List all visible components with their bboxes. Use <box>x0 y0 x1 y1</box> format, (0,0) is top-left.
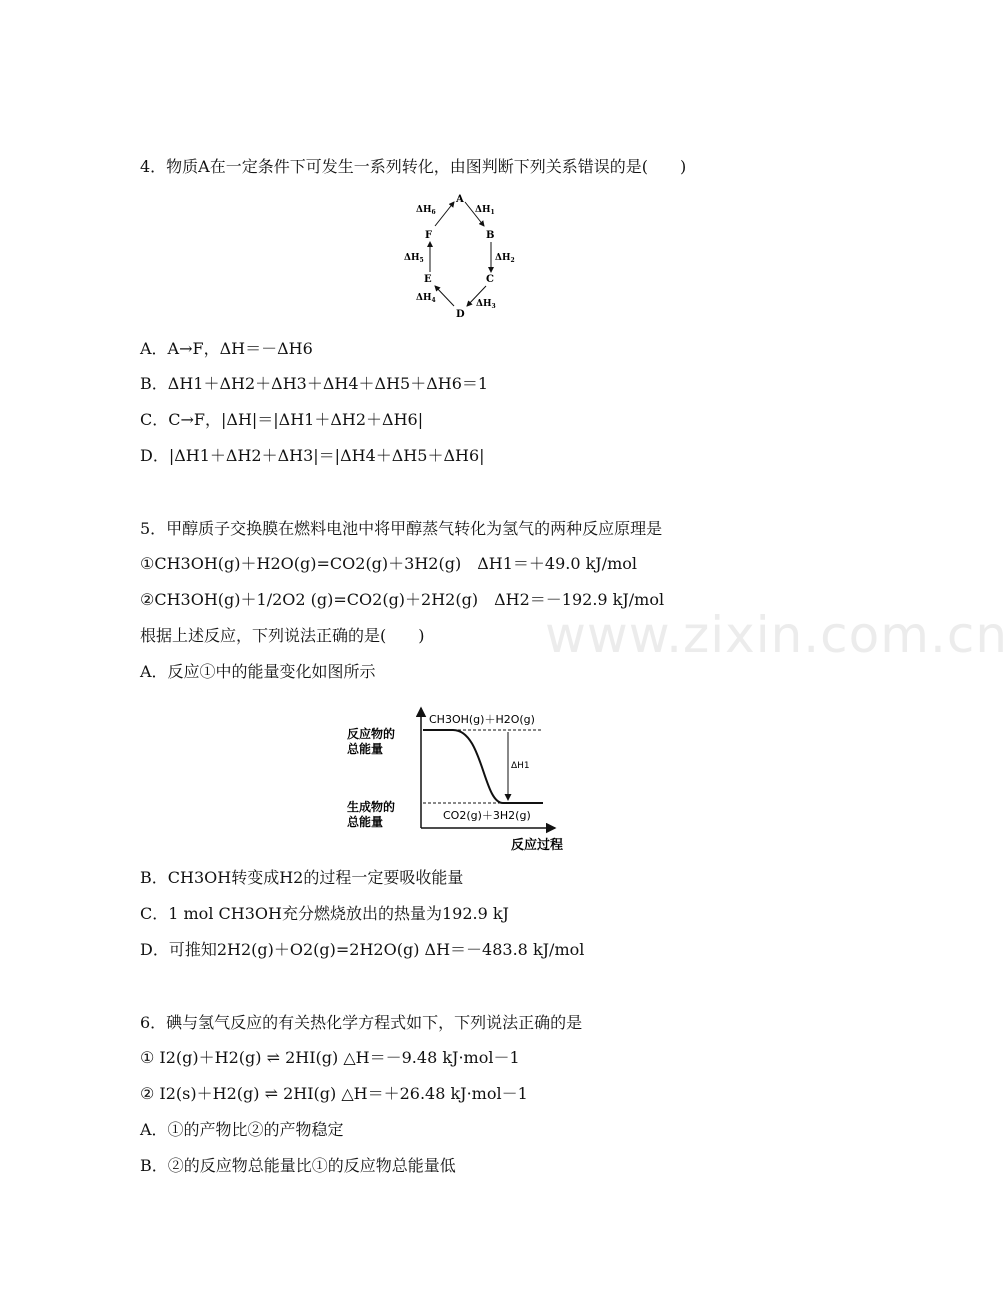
energy-dh-label: ΔH1 <box>511 761 530 771</box>
q5-option-d: D．可推知2H2(g)＋O2(g)=2H2O(g) ΔH＝－483.8 kJ/mol <box>140 940 585 959</box>
energy-diagram <box>343 700 583 856</box>
y-top-label: 反应物的总能量 <box>347 727 396 756</box>
edge-dh4: $\Delta H_4$ <box>416 293 436 304</box>
reaction-cycle-diagram <box>400 190 530 320</box>
node-C: C <box>486 274 494 285</box>
q4-option-b: B．ΔH1＋ΔH2＋ΔH3＋ΔH4＋ΔH5＋ΔH6＝1 <box>140 374 489 393</box>
q4-option-c: C．C→F，|ΔH|＝|ΔH1＋ΔH2＋ΔH6| <box>140 410 424 429</box>
q5-reaction-1: ①CH3OH(g)＋H2O(g)=CO2(g)＋3H2(g) ΔH1＝＋49.0 kJ/mol <box>140 554 638 573</box>
node-D: D <box>456 309 465 320</box>
edge-dh6: $\Delta H_6$ <box>416 205 436 216</box>
q6-option-b: B．②的反应物总能量比①的反应物总能量低 <box>140 1156 456 1175</box>
edge-dh1: $\Delta H_1$ <box>475 205 495 216</box>
edge-dh5: $\Delta H_5$ <box>404 253 424 264</box>
question-4-stem: 4．物质A在一定条件下可发生一系列转化，由图判断下列关系错误的是( ) <box>140 157 687 176</box>
question-6-stem: 6．碘与氢气反应的有关热化学方程式如下，下列说法正确的是 <box>140 1013 583 1032</box>
q5-question: 根据上述反应，下列说法正确的是( ) <box>140 626 425 645</box>
q6-reaction-2: ② I2(s)＋H2(g) ⇌ 2HI(g) △H＝＋26.48 kJ·mol－1 <box>140 1084 528 1103</box>
x-axis-label: 反应过程 <box>511 838 564 853</box>
node-B: B <box>486 230 495 241</box>
edge-dh3: $\Delta H_3$ <box>476 299 496 310</box>
question-5-stem: 5．甲醇质子交换膜在燃料电池中将甲醇蒸气转化为氢气的两种反应原理是 <box>140 519 663 538</box>
node-A: A <box>456 194 464 205</box>
q4-option-d: D．|ΔH1＋ΔH2＋ΔH3|＝|ΔH4＋ΔH5＋ΔH6| <box>140 446 485 465</box>
q5-reaction-2: ②CH3OH(g)＋1/2O2 (g)=CO2(g)＋2H2(g) ΔH2＝－192.9 kJ/mol <box>140 590 665 609</box>
q6-reaction-1: ① I2(g)＋H2(g) ⇌ 2HI(g) △H＝－9.48 kJ·mol－1 <box>140 1048 520 1067</box>
edge-dh2: $\Delta H_2$ <box>495 253 515 264</box>
node-F: F <box>425 230 433 241</box>
energy-top-label: CH3OH(g)＋H2O(g) <box>429 713 535 726</box>
q5-option-b: B．CH3OH转变成H2的过程一定要吸收能量 <box>140 868 464 887</box>
y-bottom-label: 生成物的总能量 <box>347 800 396 829</box>
q4-option-a: A．A→F，ΔH＝－ΔH6 <box>140 339 313 358</box>
q5-option-a: A．反应①中的能量变化如图所示 <box>140 662 376 681</box>
q5-option-c: C．1 mol CH3OH充分燃烧放出的热量为192.9 kJ <box>140 904 509 923</box>
node-E: E <box>424 274 432 285</box>
q6-option-a: A．①的产物比②的产物稳定 <box>140 1120 344 1139</box>
watermark: www.zixin.com.cn <box>545 606 1008 664</box>
energy-bottom-label: CO2(g)＋3H2(g) <box>443 809 531 822</box>
